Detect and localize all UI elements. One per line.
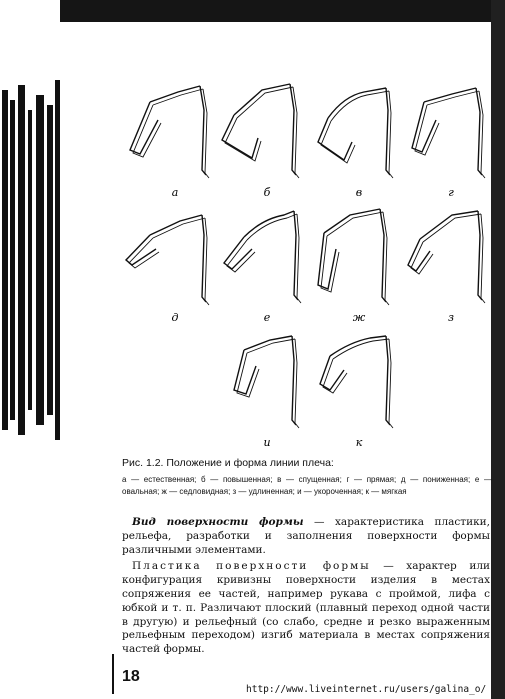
sketch-shoulder-line (420, 211, 478, 239)
sketch-sleeve-line (227, 240, 255, 272)
page-margin-bar (112, 654, 114, 694)
figure-panel-8 (408, 211, 485, 324)
body-text (122, 516, 490, 660)
panel-label: а (171, 186, 179, 199)
figure-panel-5 (126, 215, 209, 324)
shoulder-line-figure (120, 80, 490, 450)
panel-label: б (263, 186, 271, 199)
sketch-sleeve-line (225, 118, 261, 161)
sketch-shoulder-line (330, 336, 386, 356)
panel-label: к (355, 436, 363, 449)
figure-panel-6 (224, 211, 301, 324)
sketch-shoulder-line (331, 91, 389, 121)
panel-label: ж (352, 311, 366, 324)
page-number: 18 (122, 668, 140, 685)
sketch-shoulder-line (424, 88, 476, 102)
panel-label: е (263, 311, 271, 324)
figure-panel-4 (412, 88, 485, 199)
sketch-sleeve-line (130, 102, 158, 154)
sketch-shoulder-line (327, 212, 383, 236)
figure-panel-7 (318, 209, 389, 324)
sketch-side-line (295, 339, 299, 428)
panel-label: г (448, 186, 454, 199)
sketch-shoulder-line (324, 209, 380, 233)
sketch-shoulder-line (234, 84, 290, 115)
sketch-shoulder-line (150, 215, 202, 235)
term-surface-plasticity: Пластика поверхности формы (132, 560, 371, 573)
sketch-sleeve-line (408, 239, 430, 271)
sketch-sleeve-line (321, 121, 355, 163)
figure-panel-3 (318, 88, 393, 199)
figure-panel-2 (222, 84, 299, 199)
paragraph-1: Вид поверхности формы — характеристика пластики, рельефа, разработки и заполнения поверхности формы различными элементами. (122, 516, 490, 556)
paragraph-2: Пластика поверхности формы — характер или конфигурация кривизны поверхности изделия в местах сопряжения ее частей, например рукава с проймой, лифа с юбкой и т. п. Различают плоский (плавный переход одной части в другую) и рельефный (со слабо, средне и резко выраженным рельефным переходом) изгиб материала в местах сопряжения частей формы. (122, 560, 491, 656)
panel-label: з (448, 311, 454, 324)
sketch-side-line (389, 339, 393, 428)
panel-label: в (355, 186, 363, 199)
term-surface-type: Вид поверхности формы (132, 516, 304, 528)
sketch-shoulder-line (244, 336, 292, 350)
figure-panel-10 (320, 336, 393, 449)
sketch-side-line (297, 214, 301, 303)
figure-panel-9 (234, 336, 299, 449)
sketch-side-line (481, 214, 485, 303)
caption-legend: а — естественная; б — повышенная; в — спущенная; г — прямая; д — пониженная; е — овальная; ж — седловидная; з — удлиненная; и — укороченная; к — мягкая (122, 475, 492, 496)
sketch-sleeve-line (321, 236, 339, 292)
scan-edge-top (60, 0, 505, 22)
sketch-sleeve-line (415, 105, 439, 155)
panel-label: и (263, 436, 271, 449)
panel-label: д (171, 311, 179, 324)
sketch-side-line (205, 218, 209, 305)
sketch-shoulder-line (237, 87, 293, 118)
sketch-shoulder-line (423, 214, 481, 242)
sketch-side-line (389, 91, 393, 178)
figure-panel-1 (130, 86, 209, 199)
sketch-sleeve-line (412, 102, 436, 152)
scan-edge-right (491, 0, 505, 699)
figure-caption (122, 457, 492, 498)
scan-edge-left (0, 80, 60, 440)
sketch-shoulder-line (150, 86, 200, 102)
watermark-url: http://www.liveinternet.ru/users/galina_o/ (246, 684, 487, 695)
caption-title: Рис. 1.2. Положение и форма линии плеча: (122, 457, 334, 469)
